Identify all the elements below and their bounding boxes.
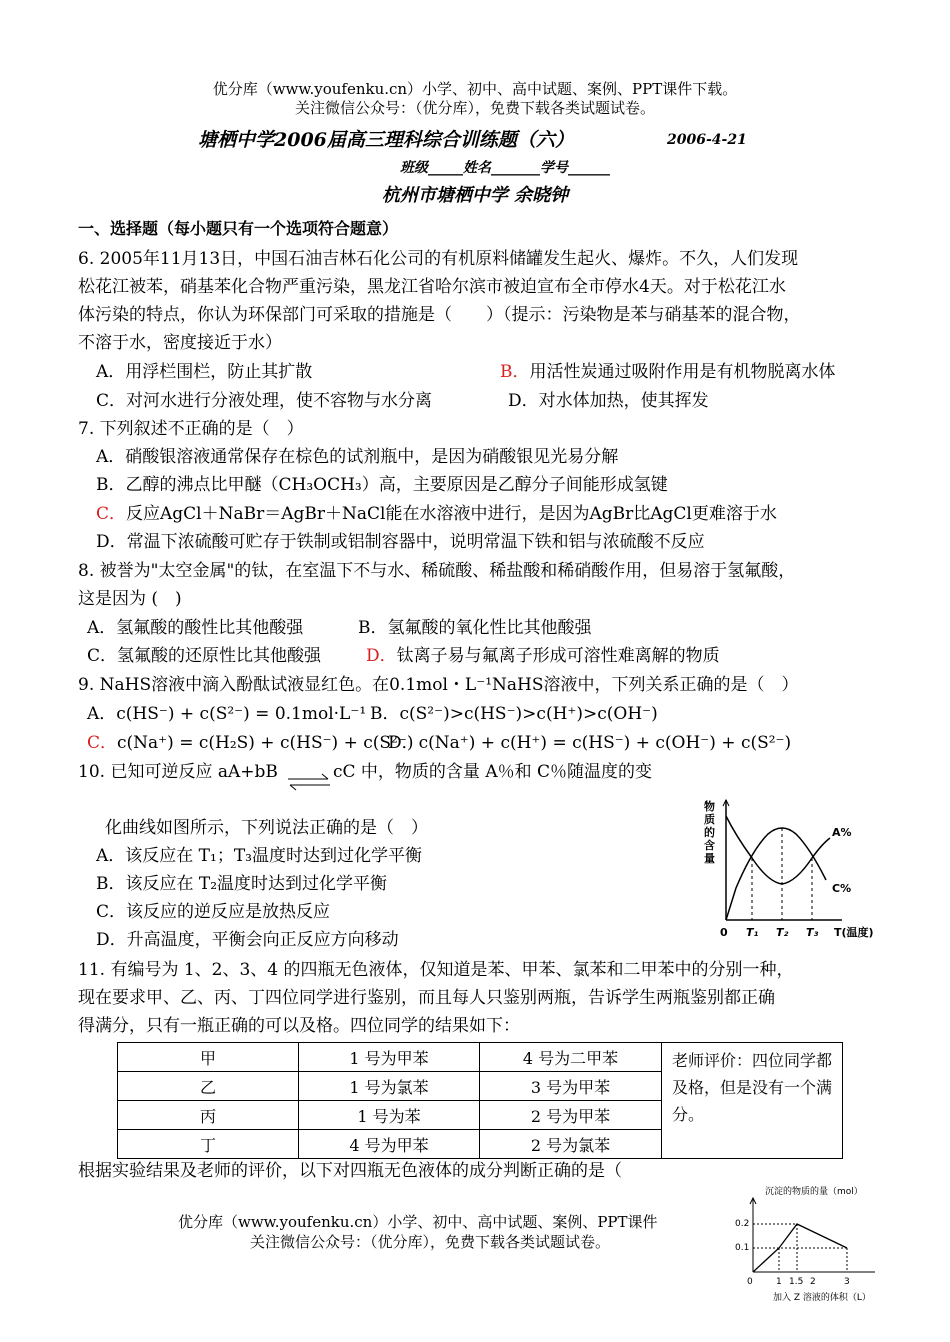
q10-option-b: B．该反应在 T₂温度时达到过化学平衡 [96,874,388,894]
graph1-ylabel-char: 物 [704,800,715,813]
q11-stem-line2: 现在要求甲、乙、丙、丁四位同学进行鉴别，而且每人只鉴别两瓶，告诉学生两瓶鉴别都正确 [78,988,775,1008]
student-fields: 班级_____姓名_______学号______ [400,160,610,176]
q8-option-a: A．氢氟酸的酸性比其他酸强 [87,618,304,638]
q10-stem-part2: cC 中，物质的含量 A％和 C％随温度的变 [333,762,653,782]
q8-option-b: B．氢氟酸的氧化性比其他酸强 [358,618,592,638]
graph1-label-a: A% [832,826,852,839]
q8-option-c: C．氢氟酸的还原性比其他酸强 [87,646,322,666]
graph2-xtick-2: 2 [810,1277,816,1287]
q6-stem-line1: 6. 2005年11月13日，中国石油吉林石化公司的有机原料储罐发生起火、爆炸。不久，人们发现 [78,249,799,269]
q6-stem-line3: 体污染的特点，你认为环保部门可采取的措施是（ ）（提示：污染物是苯与硝基苯的混合物， [78,305,801,325]
graph2-xtick-3: 3 [844,1277,850,1287]
graph2-origin: 0 [747,1277,753,1287]
q10-option-d: D．升高温度，平衡会向正反应方向移动 [96,930,399,950]
table-cell: 2 号为甲苯 [480,1101,662,1130]
graph2-ytick-01: 0.1 [735,1243,750,1253]
q10-option-a: A．该反应在 T₁；T₃温度时达到过化学平衡 [96,846,422,866]
section-heading: 一、选择题（每小题只有一个选项符合题意） [78,219,399,238]
graph1-tick-t3: T₃ [806,926,819,939]
temperature-content-graph [700,796,890,946]
graph1-origin: 0 [720,926,728,939]
page-title: 塘栖中学2006届高三理科综合训练题（六） [198,129,574,151]
graph1-ylabel-char: 质 [704,813,715,826]
q11-stem-line1: 11. 有编号为 1、2、3、4 的四瓶无色液体，仅知道是苯、甲苯、氯苯和二甲苯中的分别一种， [78,960,794,980]
q6-option-a: A．用浮栏围栏，防止其扩散 [96,362,313,382]
q6-stem-line4: 不溶于水，密度接近于水） [78,333,282,353]
q6-option-d: D．对水体加热，使其挥发 [508,391,709,411]
q8-option-d: D．钛离子易与氟离子形成可溶性难离解的物质 [366,646,720,666]
table-cell: 4 号为甲苯 [299,1130,480,1159]
q9-option-b: B．c(S²⁻)>c(HS⁻)>c(H⁺)>c(OH⁻) [370,704,658,724]
graph1-tick-t1: T₁ [746,926,759,939]
title-date: 2006-4-21 [667,132,747,148]
q10-stem-part1: 10. 已知可逆反应 aA+bB [78,762,278,782]
q7-stem: 7. 下列叙述不正确的是（ ） [78,419,304,439]
table-cell: 丁 [118,1130,299,1159]
q9-option-d: D．c(Na⁺) + c(H⁺) = c(HS⁻) + c(OH⁻) + c(S²⁻) [388,733,792,753]
table-cell: 乙 [118,1072,299,1101]
q7-option-c: C．反应AgCl＋NaBr＝AgBr＋NaCl能在水溶液中进行，是因为AgBr比AgCl更难溶于水 [96,504,777,524]
graph1-ylabel-char: 含 [704,839,715,852]
precipitate-volume-graph [735,1182,905,1312]
footer-line2: 关注微信公众号：（优分库），免费下载各类试题试卷。 [250,1233,611,1251]
q6-option-b: B．用活性炭通过吸附作用是有机物脱离水体 [500,362,836,382]
q10-stem-line2: 化曲线如图所示，下列说法正确的是（ ） [105,818,428,838]
q6-stem-line2: 松花江被苯，硝基苯化合物严重污染，黑龙江省哈尔滨市被迫宣布全市停水4天。对于松花江水 [78,277,786,297]
q6-answer-letter: B． [500,362,530,382]
header-line1: 优分库（www.youfenku.cn）小学、初中、高中试题、案例、PPT课件下载。 [212,80,738,98]
table-cell: 2 号为氯苯 [480,1130,662,1159]
graph2-ytick-02: 0.2 [735,1219,750,1229]
graph1-label-c: C% [832,882,852,895]
graph1-ylabel-char: 的 [704,826,715,839]
equilibrium-arrows-icon [286,772,332,794]
table-cell: 1 号为氯苯 [299,1072,480,1101]
table-cell: 丙 [118,1101,299,1130]
graph2-xtick-1: 1 [776,1277,782,1287]
graph1-xlabel: T(温度) [834,926,874,939]
graph2-xlabel: 加入 Z 溶液的体积（L） [773,1293,871,1303]
graph2-xtick-15: 1.5 [789,1277,804,1287]
q9-option-a: A．c(HS⁻) + c(S²⁻) = 0.1mol·L⁻¹ [87,704,367,724]
school-author: 杭州市塘栖中学 余晓钟 [381,185,569,206]
q9-stem: 9. NaHS溶液中滴入酚酞试液显红色。在0.1mol・L⁻¹NaHS溶液中，下列关系正确的是（ ） [78,675,799,695]
q7-option-d: D．常温下浓硫酸可贮存于铁制或铝制容器中，说明常温下铁和铝与浓硫酸不反应 [96,532,705,552]
q11-stem-line3: 得满分，只有一瓶正确的可以及格。四位同学的结果如下： [78,1016,520,1036]
q9-option-c: C．c(Na⁺) = c(H₂S) + c(HS⁻) + c(S²⁻) [87,733,414,753]
graph1-ylabel-char: 量 [704,852,715,865]
table-cell: 甲 [118,1043,299,1072]
table-cell: 1 号为甲苯 [299,1043,480,1072]
q7-option-b: B．乙醇的沸点比甲醚（CH₃OCH₃）高，主要原因是乙醇分子间能形成氢键 [96,475,668,495]
graph2-curve [753,1224,847,1272]
header-line2: 关注微信公众号：（优分库），免费下载各类试题试卷。 [294,99,655,117]
table-cell: 1 号为苯 [299,1101,480,1130]
footer-line1: 优分库（www.youfenku.cn）小学、初中、高中试题、案例、PPT课件 [178,1213,658,1231]
q8-stem-line1: 8. 被誉为"太空金属"的钛，在室温下不与水、稀硫酸、稀盐酸和稀硝酸作用，但易溶于氢氟酸， [78,561,796,581]
q7-answer-letter: C． [96,504,127,524]
q8-stem-line2: 这是因为 ( ) [78,589,182,609]
q10-option-c: C．该反应的逆反应是放热反应 [96,902,331,922]
q11-results-table [117,1042,843,1159]
table-cell: 3 号为甲苯 [480,1072,662,1101]
q6-option-c: C．对河水进行分液处理，使不容物与水分离 [96,391,433,411]
q8-answer-letter: D． [366,646,397,666]
q11-followup: 根据实验结果及老师的评价，以下对四瓶无色液体的成分判断正确的是（ [78,1161,622,1181]
graph2-title: 沉淀的物质的量（mol） [765,1187,863,1197]
graph1-tick-t2: T₂ [776,926,789,939]
q7-option-a: A．硝酸银溶液通常保存在棕色的试剂瓶中，是因为硝酸银见光易分解 [96,447,619,467]
q9-answer-letter: C． [87,733,118,753]
teacher-comment: 老师评价：四位同学都及格，但是没有一个满分。 [662,1043,843,1159]
table-cell: 4 号为二甲苯 [480,1043,662,1072]
table-row [118,1043,843,1072]
